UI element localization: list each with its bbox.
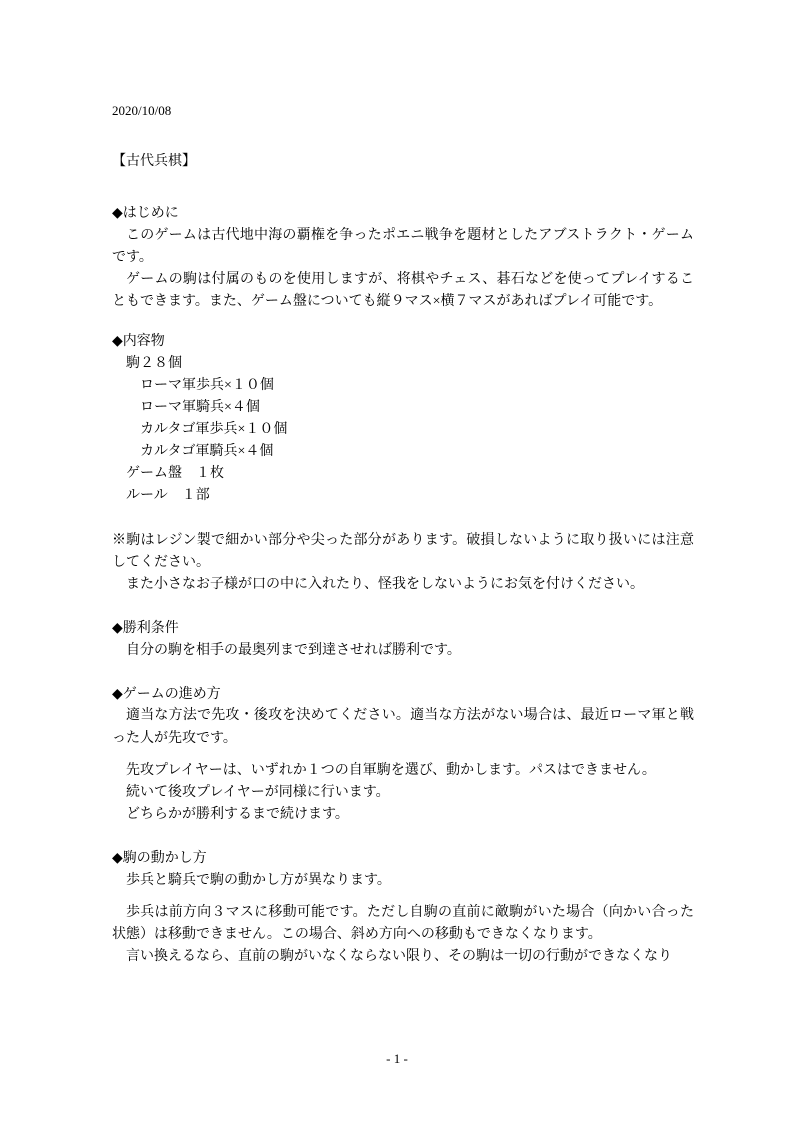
spacer (112, 508, 694, 530)
spacer (112, 826, 694, 848)
note-line: また小さなお子様が口の中に入れたり、怪我をしないようにお気を付けください。 (126, 576, 644, 592)
note-line: ※駒はレジン製で細かい部分や尖った部分があります。破損しないように取り扱いには注意してください。 (112, 532, 694, 570)
list-item: 駒２８個 (126, 355, 182, 371)
section-heading: ◆ゲームの進め方 (112, 686, 221, 702)
list-item: ローマ軍騎兵×４個 (140, 400, 260, 416)
page-number: - 1 - (386, 1051, 408, 1066)
list-item: カルタゴ軍騎兵×４個 (140, 444, 274, 460)
section-notes (112, 530, 694, 596)
spacer (112, 596, 694, 618)
paragraph: ゲームの駒は付属のものを使用しますが、将棋やチェス、碁石などを使ってプレイすることもできます。また、ゲーム盤についても縦９マス×横７マスがあればプレイ可能です。 (112, 271, 694, 310)
spacer (112, 750, 694, 760)
paragraph: 歩兵は前方向３マスに移動可能です。ただし自駒の直前に敵駒がいた場合（向かい合った状態）は移動できません。この場合、斜め方向への移動もできなくなります。 (112, 904, 694, 942)
paragraph: どちらかが勝利するまで続けます。 (126, 806, 349, 822)
section-heading: ◆内容物 (112, 334, 165, 350)
list-item: ゲーム盤 １枚 (126, 466, 224, 482)
paragraph: 歩兵と騎兵で駒の動かし方が異なります。 (126, 872, 391, 888)
list-item: ルール １部 (126, 488, 210, 504)
paragraph: 自分の駒を相手の最奥列まで到達させれば勝利です。 (126, 642, 461, 658)
spacer (112, 892, 694, 902)
paragraph: 続いて後攻プレイヤーが同様に行います。 (126, 784, 390, 800)
document-title: 【古代兵棋】 (112, 154, 196, 169)
section-heading: ◆はじめに (112, 206, 179, 221)
section-introduction (112, 203, 694, 313)
paragraph: 先攻プレイヤーは、いずれか１つの自軍駒を選び、動かします。パスはできません。 (126, 762, 656, 778)
spacer (112, 662, 694, 684)
section-contents (112, 331, 694, 507)
section-heading: ◆駒の動かし方 (112, 850, 207, 866)
document-date: 2020/10/08 (112, 103, 172, 118)
list-item: ローマ軍歩兵×１０個 (140, 377, 274, 393)
section-piece-movement (112, 848, 694, 968)
list-item: カルタゴ軍歩兵×１０個 (140, 422, 288, 438)
paragraph: このゲームは古代地中海の覇権を争ったポエニ戦争を題材としたアブストラクト・ゲームです。 (112, 227, 694, 265)
spacer (112, 313, 694, 331)
paragraph: 適当な方法で先攻・後攻を決めてください。適当な方法がない場合は、最近ローマ軍と戦った人が先攻です。 (112, 708, 694, 746)
section-heading: ◆勝利条件 (112, 620, 179, 636)
paragraph: 言い換えるなら、直前の駒がいなくならない限り、その駒は一切の行動ができなくなり (126, 948, 672, 964)
section-how-to-play (112, 684, 694, 826)
section-victory-conditions (112, 618, 694, 662)
